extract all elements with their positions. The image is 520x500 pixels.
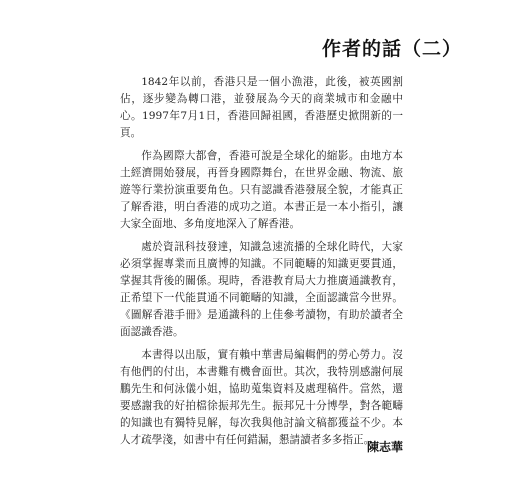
body-text	[120, 74, 403, 455]
paragraph: 本書得以出版，實有賴中華書局編輯們的勞心勞力。沒有他們的付出，本書難有機會面世。其次，我特別感謝何展鵬先生和何泳儀小姐，協助蒐集資料及處理稿件。當然，還要感謝我的好拍檔徐振邦先生。振邦兄十分博學，對各範疇的知識也有獨特見解，每次我與他討論文稿都獲益不少。本人才疏學淺，如書中有任何錯漏，懇請讀者多多指正。	[120, 349, 403, 446]
author-signature: 陳志華	[366, 440, 403, 454]
paragraph: 處於資訊科技發達，知識急速流播的全球化時代，大家必須掌握專業而且廣博的知識。不同範疇的知識更要貫通，掌握其背後的關係。現時，香港教育局大力推廣通識教育，正希望下一代能貫通不同範疇的知識，全面認識當今世界。《圖解香港手冊》是通識科的上佳參考讀物，有助於讀者全面認識香港。	[120, 241, 403, 338]
page-title: 作者的話（二）	[321, 38, 462, 60]
paragraph: 1842年以前，香港只是一個小漁港，此後，被英國割佔，逐步變為轉口港，並發展為今天的商業城市和金融中心。1997年7月1日，香港回歸祖國，香港歷史掀開新的一頁。	[120, 76, 403, 139]
paragraph: 作為國際大都會，香港可說是全球化的縮影。由地方本土經濟開始發展，再晉身國際舞台，在世界金融、物流、旅遊等行業扮演重要角色。只有認識香港發展全貌，才能真正了解香港，明白香港的成功之道。本書正是一本小指引，讓大家全面地、多角度地深入了解香港。	[120, 150, 403, 230]
